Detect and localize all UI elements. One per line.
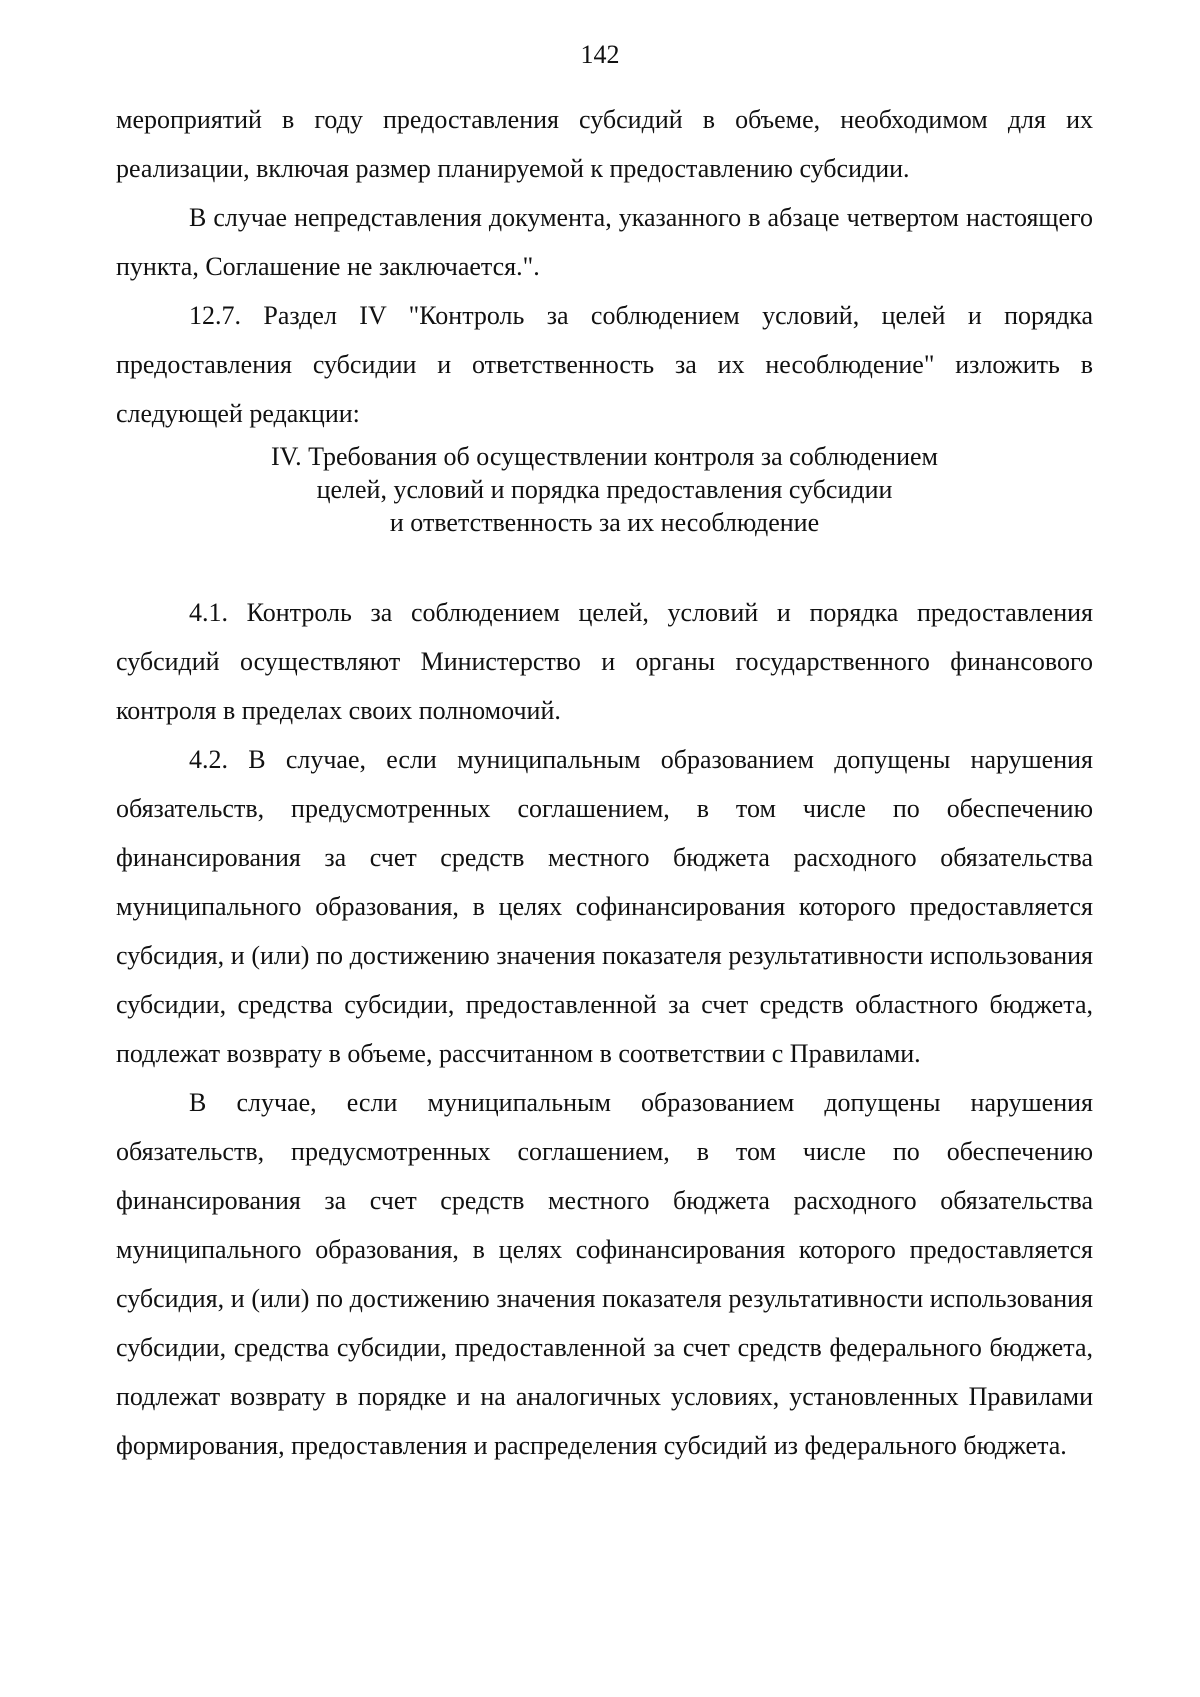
document-body [116, 95, 1093, 1470]
section-heading [116, 438, 1093, 539]
section-heading-line: целей, условий и порядка предоставления субсидии [316, 475, 893, 504]
paragraph-continuation: мероприятий в году предоставления субсидий в объеме, необходимом для их реализации, включая размер планируемой к предоставлению субсидии. [116, 105, 1093, 183]
paragraph-federal-budget: В случае, если муниципальным образованием допущены нарушения обязательств, предусмотренных соглашением, в том числе по обеспечению финансирования за счет средств местного бюджета расходного обязательства муниципального образования, в целях софинансирования которого предоставляется субсидия, и (или) по достижению значения показателя результативности использования субсидии, средства субсидии, предоставленной за счет средств федерального бюджета, подлежат возврату в порядке и на аналогичных условиях, установленных Правилами формирования, предоставления и распределения субсидий из федерального бюджета. [116, 1088, 1093, 1460]
paragraph-document-absence: В случае непредставления документа, указанного в абзаце четвертом настоящего пункта, Соглашение не заключается.". [116, 203, 1093, 281]
paragraph-12-7: 12.7. Раздел IV "Контроль за соблюдением условий, целей и порядка предоставления субсидии и ответственность за их несоблюдение" изложить в следующей редакции: [116, 301, 1093, 428]
paragraph-4-1: 4.1. Контроль за соблюдением целей, условий и порядка предоставления субсидий осуществляют Министерство и органы государственного финансового контроля в пределах своих полномочий. [116, 598, 1093, 725]
paragraph-4-2: 4.2. В случае, если муниципальным образованием допущены нарушения обязательств, предусмотренных соглашением, в том числе по обеспечению финансирования за счет средств местного бюджета расходного обязательства муниципального образования, в целях софинансирования которого предоставляется субсидия, и (или) по достижению значения показателя результативности использования субсидии, средства субсидии, предоставленной за счет средств областного бюджета, подлежат возврату в объеме, рассчитанном в соответствии с Правилами. [116, 745, 1093, 1068]
section-heading-line: IV. Требования об осуществлении контроля за соблюдением [271, 442, 938, 471]
section-heading-line: и ответственность за их несоблюдение [389, 508, 820, 537]
page-number: 142 [580, 40, 620, 69]
